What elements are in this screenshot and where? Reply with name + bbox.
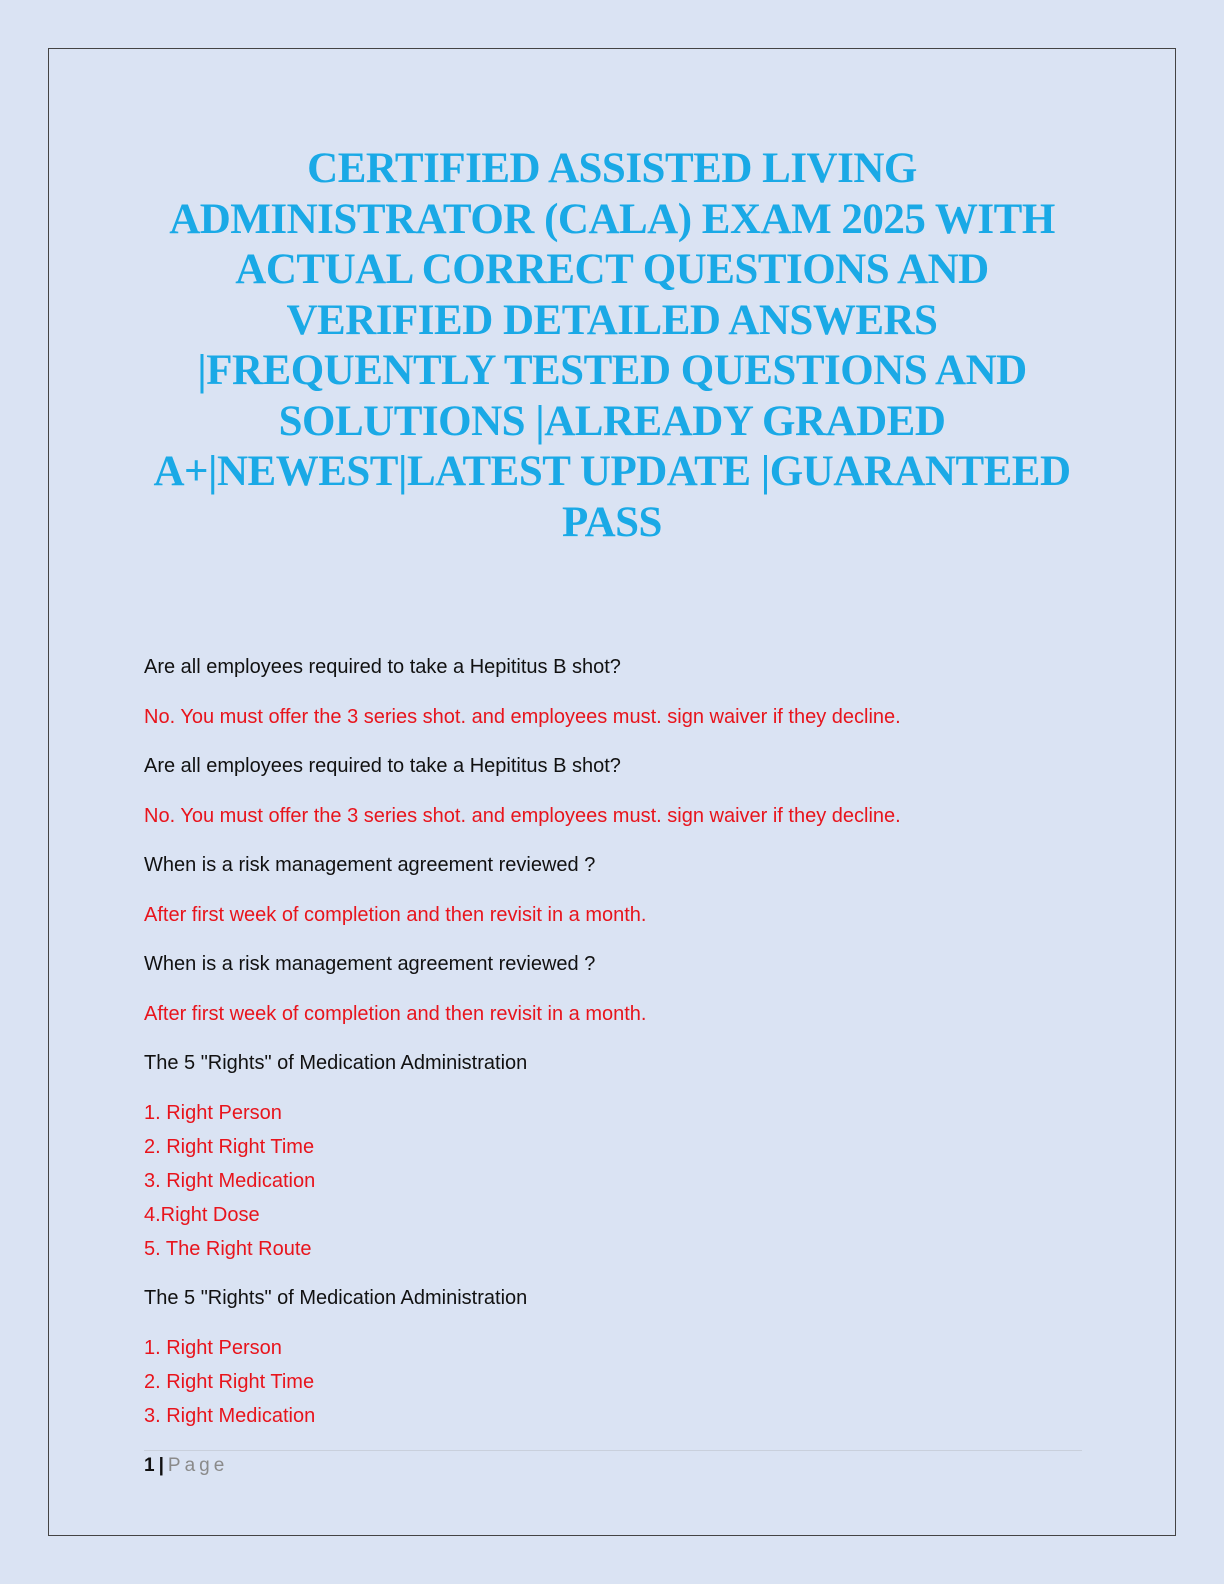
answer-text: After first week of completion and then revisit in a month. <box>144 1002 647 1025</box>
title-line: A+|NEWEST|LATEST UPDATE |GUARANTEED <box>153 448 1071 495</box>
answer-text: 4.Right Dose <box>144 1203 260 1226</box>
page-label: Page <box>167 1455 229 1476</box>
answer-text: After first week of completion and then revisit in a month. <box>144 903 647 926</box>
answer-text: 2. Right Right Time <box>144 1135 315 1158</box>
title-line: |FREQUENTLY TESTED QUESTIONS AND <box>197 347 1027 394</box>
question-text: Are all employees required to take a Hepititus B shot? <box>144 656 621 678</box>
document-title <box>130 144 1094 548</box>
title-line: CERTIFIED ASSISTED LIVING <box>307 145 917 192</box>
answer-text: 1. Right Person <box>144 1336 282 1359</box>
title-line: SOLUTIONS |ALREADY GRADED <box>278 397 946 445</box>
question-text: The 5 "Rights" of Medication Administration <box>144 1287 528 1309</box>
answer-text: No. You must offer the 3 series shot. and employees must. sign waiver if they decline. <box>144 705 901 728</box>
page-number: 1 <box>144 1455 155 1476</box>
question-text: The 5 "Rights" of Medication Administration <box>144 1052 528 1074</box>
footer-divider <box>144 1450 1082 1451</box>
answer-text: 1. Right Person <box>144 1101 282 1124</box>
title-line: VERIFIED DETAILED ANSWERS <box>286 296 938 344</box>
answer-text: 3. Right Medication <box>144 1169 316 1192</box>
footer-separator: | <box>158 1455 164 1476</box>
answer-text: No. You must offer the 3 series shot. and employees must. sign waiver if they decline. <box>144 804 901 827</box>
question-text: Are all employees required to take a Hepititus B shot? <box>144 755 621 777</box>
page-footer <box>144 1455 228 1477</box>
title-line: ADMINISTRATOR (CALA) EXAM 2025 WITH <box>169 195 1055 243</box>
answer-text: 3. Right Medication <box>144 1404 316 1427</box>
question-text: When is a risk management agreement reviewed ? <box>144 953 596 975</box>
answer-text: 5. The Right Route <box>144 1237 312 1260</box>
title-line: PASS <box>562 498 662 546</box>
answer-text: 2. Right Right Time <box>144 1370 315 1393</box>
question-text: When is a risk management agreement reviewed ? <box>144 854 596 876</box>
title-line: ACTUAL CORRECT QUESTIONS AND <box>235 246 989 293</box>
